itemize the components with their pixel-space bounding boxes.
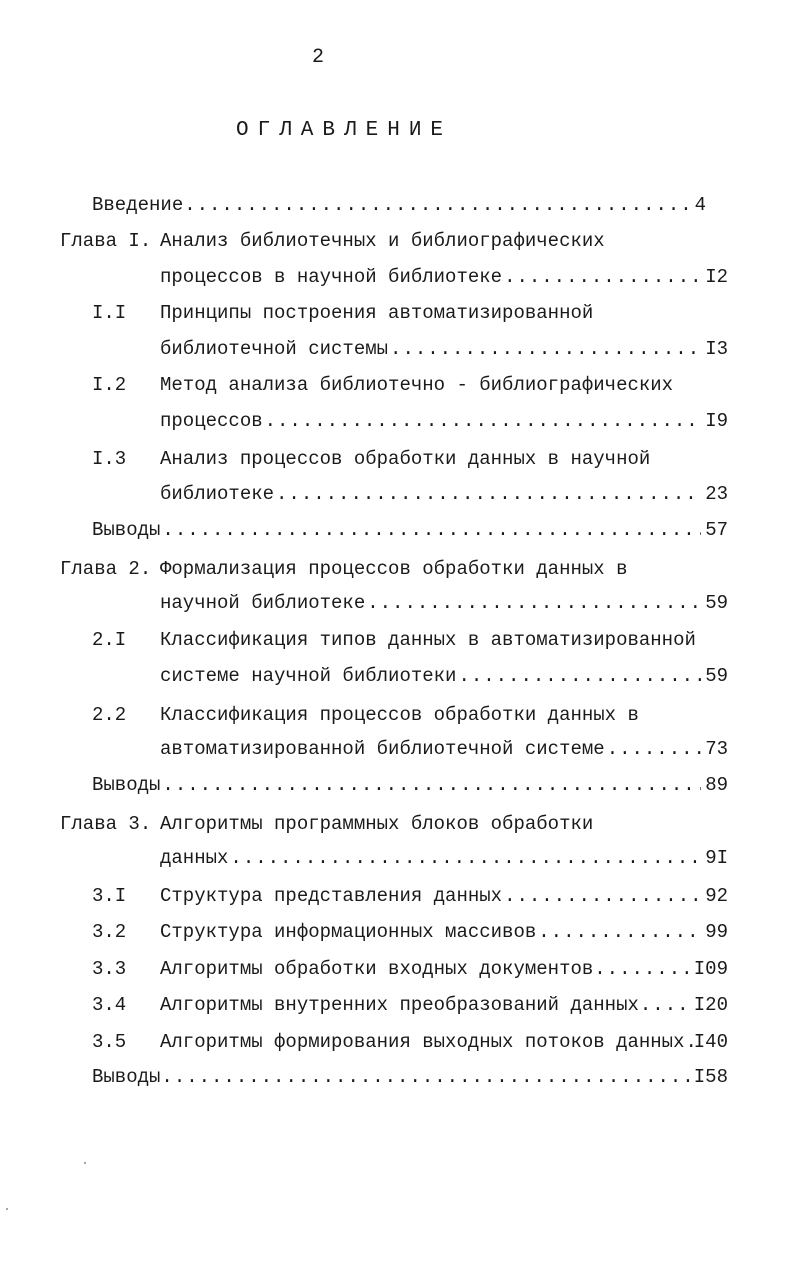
section-title: Принципы построения автоматизированной <box>160 302 594 324</box>
entry-page: I9 <box>705 410 728 432</box>
entry-page: 59 <box>705 665 728 687</box>
entry-page: 89 <box>705 774 728 796</box>
entry-text: Выводы <box>92 1066 161 1088</box>
section-number: 3.I <box>92 885 127 907</box>
scan-speck <box>84 1162 86 1164</box>
toc-entry-1-3 <box>160 481 728 507</box>
dot-leader <box>276 481 701 507</box>
toc-entry-3-5 <box>160 1029 728 1055</box>
entry-page: 23 <box>705 483 728 505</box>
section-number: 3.2 <box>92 921 127 943</box>
section-number: I.3 <box>92 448 127 470</box>
dot-leader <box>162 772 701 798</box>
entry-page: I58 <box>693 1066 728 1088</box>
dot-leader <box>538 919 701 945</box>
toc-entry-2-1 <box>160 663 728 689</box>
dot-leader <box>640 992 694 1018</box>
chapter-title: Анализ библиотечных и библиографических <box>160 230 605 252</box>
section-number: 2.2 <box>92 704 127 726</box>
entry-page: I2 <box>705 266 728 288</box>
toc-entry-intro <box>92 192 706 218</box>
entry-text: процессов <box>160 410 263 432</box>
entry-text: библиотеке <box>160 483 275 505</box>
dot-leader <box>184 192 694 218</box>
toc-entry-2-2 <box>160 736 728 762</box>
toc-entry-1-1 <box>160 336 728 362</box>
entry-page: I09 <box>693 958 728 980</box>
section-number: 2.I <box>92 629 127 651</box>
toc-entry-ch2 <box>160 590 728 616</box>
dot-leader <box>162 517 701 543</box>
entry-text: данных <box>160 847 229 869</box>
entry-text: Алгоритмы формирования выходных потоков данных <box>160 1031 685 1053</box>
section-number: 3.4 <box>92 994 127 1016</box>
toc-entry-3-1 <box>160 883 728 909</box>
entry-page: 92 <box>705 885 728 907</box>
entry-text: Выводы <box>92 519 161 541</box>
dot-leader <box>686 1029 694 1055</box>
toc-entry-1-2 <box>160 408 728 434</box>
entry-page: 59 <box>705 592 728 614</box>
section-title: Метод анализа библиотечно - библиографических <box>160 374 674 396</box>
entry-page: I3 <box>705 338 728 360</box>
entry-text: процессов в научной библиотеке <box>160 266 503 288</box>
entry-text: автоматизированной библиотечной системе <box>160 738 605 760</box>
chapter-label: Глава 3. <box>60 813 152 835</box>
entry-text: системе научной библиотеки <box>160 665 457 687</box>
entry-text: Структура представления данных <box>160 885 503 907</box>
toc-entry-ch3 <box>160 845 728 871</box>
toc-title: ОГЛАВЛЕНИЕ <box>236 119 453 142</box>
scan-speck <box>6 1208 8 1210</box>
dot-leader <box>504 883 701 909</box>
entry-text: библиотечной системы <box>160 338 389 360</box>
dot-leader <box>367 590 701 616</box>
chapter-title: Алгоритмы программных блоков обработки <box>160 813 594 835</box>
toc-entry-3-2 <box>160 919 728 945</box>
entry-page: 99 <box>705 921 728 943</box>
entry-text: Введение <box>92 194 184 216</box>
entry-page: I40 <box>693 1031 728 1053</box>
section-title: Классификация типов данных в автоматизированной <box>160 629 696 651</box>
entry-page: 4 <box>694 194 706 216</box>
page-number: 2 <box>312 46 325 69</box>
toc-entry-conclusions-1 <box>92 517 728 543</box>
entry-text: Выводы <box>92 774 161 796</box>
entry-text: Алгоритмы обработки входных документов <box>160 958 594 980</box>
entry-page: I20 <box>693 994 728 1016</box>
toc-entry-ch1 <box>160 264 728 290</box>
dot-leader <box>458 663 701 689</box>
dot-leader <box>607 736 702 762</box>
toc-entry-conclusions-3 <box>92 1064 728 1090</box>
entry-page: 9I <box>705 847 728 869</box>
chapter-label: Глава I. <box>60 230 152 252</box>
toc-entry-conclusions-2 <box>92 772 728 798</box>
section-number: 3.5 <box>92 1031 127 1053</box>
section-number: 3.3 <box>92 958 127 980</box>
entry-text: Структура информационных массивов <box>160 921 537 943</box>
section-title: Классификация процессов обработки данных в <box>160 704 639 726</box>
dot-leader <box>594 956 694 982</box>
section-number: I.2 <box>92 374 127 396</box>
chapter-label: Глава 2. <box>60 558 152 580</box>
dot-leader <box>390 336 701 362</box>
entry-text: научной библиотеке <box>160 592 366 614</box>
entry-text: Алгоритмы внутренних преобразований данных <box>160 994 639 1016</box>
entry-page: 73 <box>705 738 728 760</box>
chapter-title: Формализация процессов обработки данных в <box>160 558 628 580</box>
entry-page: 57 <box>705 519 728 541</box>
dot-leader <box>230 845 701 871</box>
section-number: I.I <box>92 302 127 324</box>
section-title: Анализ процессов обработки данных в научной <box>160 448 651 470</box>
toc-entry-3-4 <box>160 992 728 1018</box>
dot-leader <box>265 408 702 434</box>
dot-leader <box>161 1064 693 1090</box>
toc-entry-3-3 <box>160 956 728 982</box>
dot-leader <box>504 264 701 290</box>
